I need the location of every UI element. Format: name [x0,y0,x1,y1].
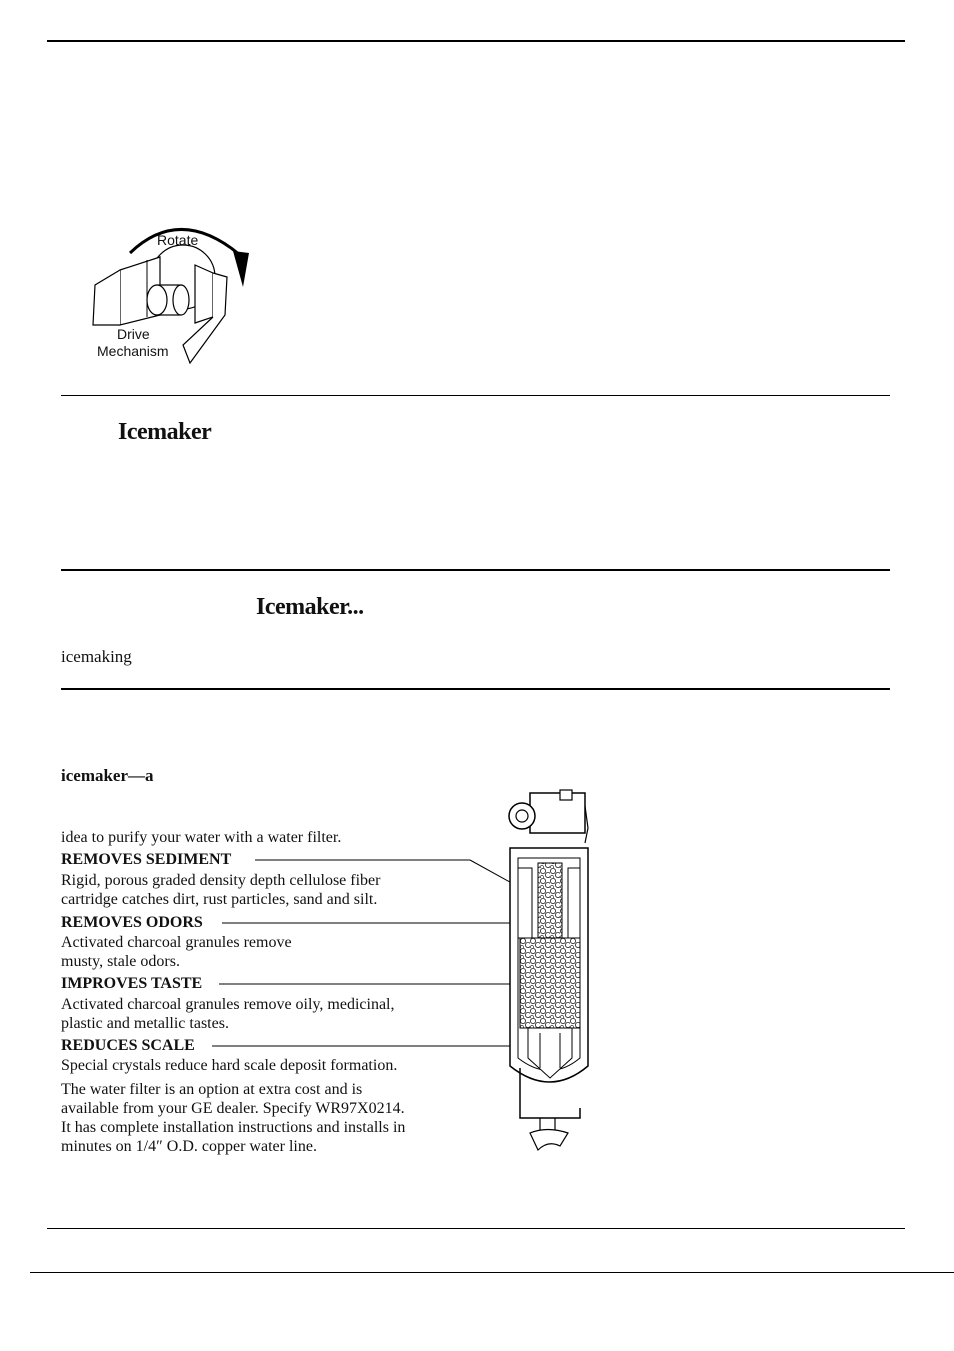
section1-heading: Icemaker [118,419,212,445]
feature-desc-taste-1: Activated charcoal granules remove oily, medicinal, [61,996,395,1013]
water-filter-illustration [500,788,610,1168]
feature-title-scale: REDUCES SCALE [61,1037,195,1054]
feature-title-taste: IMPROVES TASTE [61,975,203,992]
feature-title-odors: REMOVES ODORS [61,914,203,931]
bottom-rule-2 [30,1272,954,1273]
rotate-label: Rotate [157,232,199,248]
filter-intro: idea to purify your water with a water filter. [61,829,342,846]
feature-desc-sediment-2: cartridge catches dirt, rust particles, sand and silt. [61,891,378,908]
section2-heading: Icemaker... [256,594,364,620]
bottom-rule-1 [47,1228,905,1229]
drive-label: Drive [117,326,150,342]
feature-desc-sediment-1: Rigid, porous graded density depth cellulose fiber [61,872,381,889]
section2-body: icemaking [61,647,132,666]
section3-lead: icemaker—a [61,766,154,785]
filter-note-3: It has complete installation instructions and installs in [61,1119,406,1136]
filter-note-4: minutes on 1/4″ O.D. copper water line. [61,1138,317,1155]
mechanism-label: Mechanism [97,343,169,359]
filter-note-2: available from your GE dealer. Specify WR97X0214. [61,1100,405,1117]
feature-desc-taste-2: plastic and metallic tastes. [61,1015,229,1032]
feature-title-sediment: REMOVES SEDIMENT [61,851,232,868]
feature-desc-odors-1: Activated charcoal granules remove [61,934,292,951]
feature-desc-scale-1: Special crystals reduce hard scale deposit formation. [61,1057,398,1074]
filter-note-1: The water filter is an option at extra cost and is [61,1081,363,1098]
feature-desc-odors-2: musty, stale odors. [61,953,180,970]
